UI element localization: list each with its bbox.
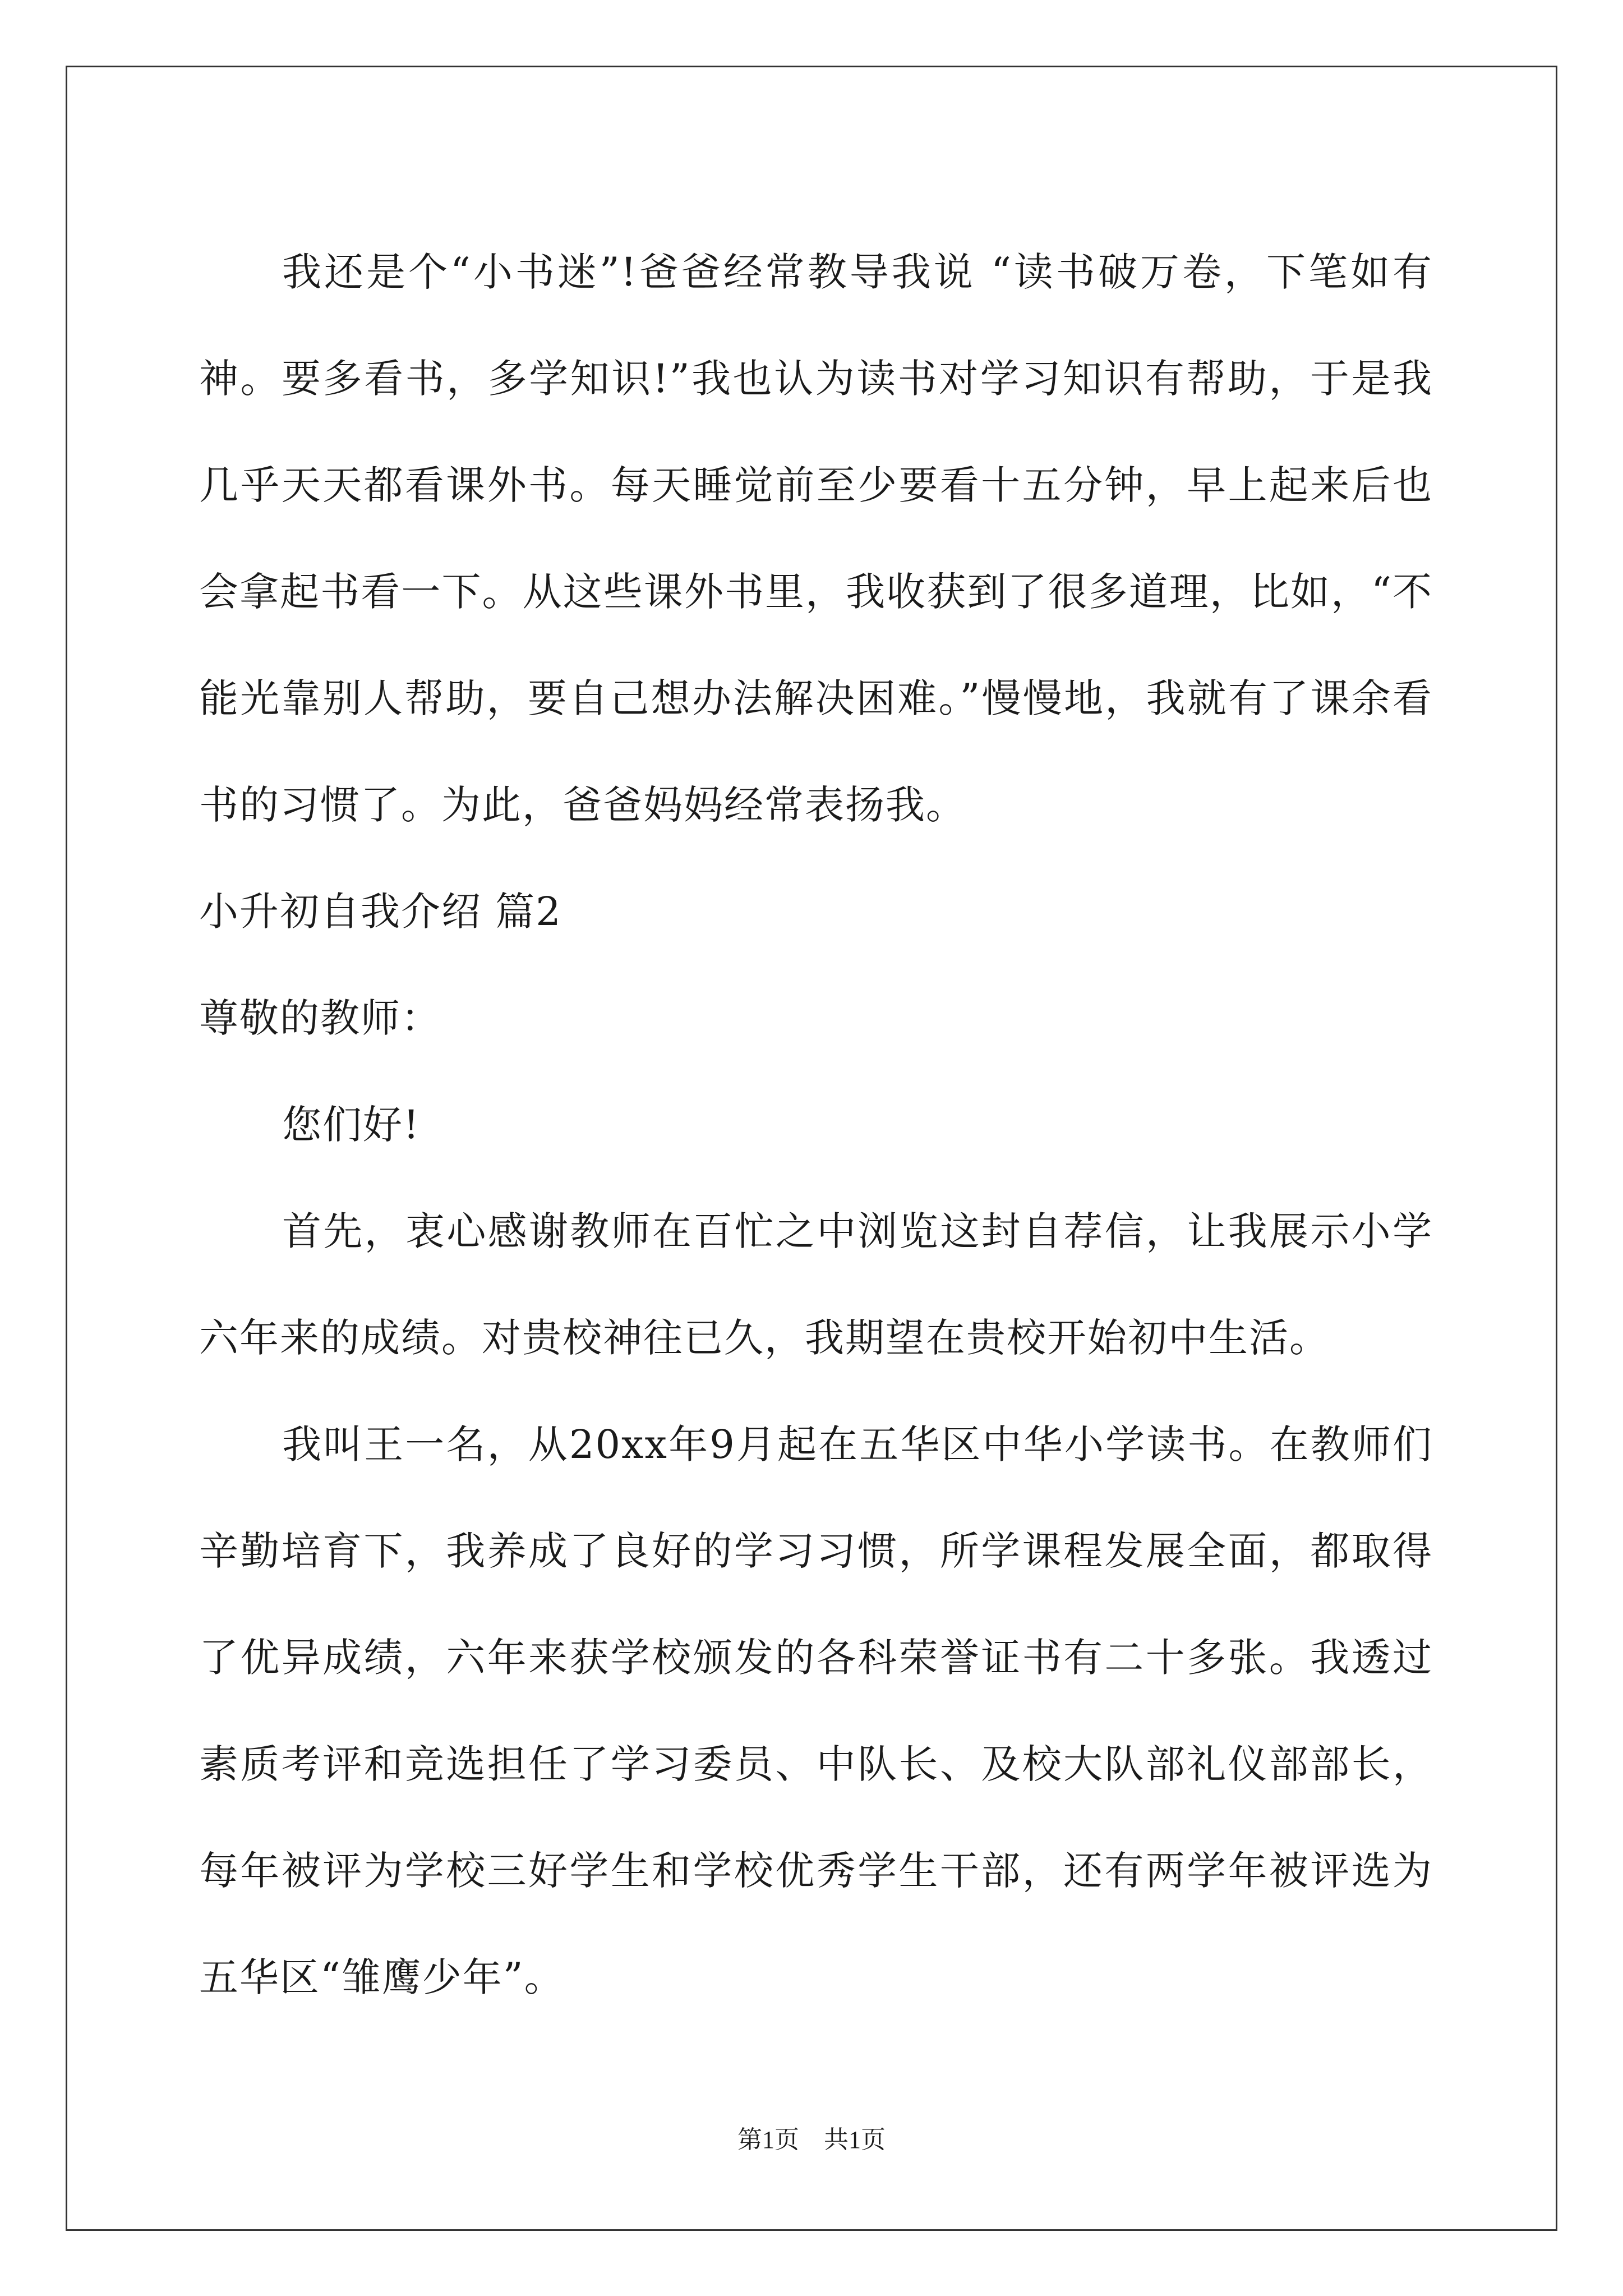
paragraph-achievements: 我叫王一名，从20xx年9月起在五华区中华小学读书。在教师们辛勤培育下，我养成了良好的学习习惯，所学课程发展全面，都取得了优异成绩，六年来获学校颁发的各科荣誉证书有二十多张。我透过素质考评和竞选担任了学习委员、中队长、及校大队部礼仪部部长，每年被评为学校三好学生和学校优秀学生干部，还有两学年被评选为五华区“雏鹰少年”。 — [199, 1421, 1433, 2000]
greeting: 您们好! — [282, 1102, 421, 1148]
paragraph-reading-habit: 我还是个“小书迷”!爸爸经常教导我说 “读书破万卷，下笔如有神。要多看书，多学知识!”我也认为读书对学习知识有帮助，于是我几乎天天都看课外书。每天睡觉前至少要看十五分钟，早上起来后也会拿起书看一下。从这些课外书里，我收获到了很多道理，比如，“不能光靠别人帮助，要自己想办法解决困难。”慢慢地，我就有了课余看书的习惯了。为此，爸爸妈妈经常表扬我。 — [199, 249, 1433, 828]
paragraph-thanks: 首先，衷心感谢教师在百忙之中浏览这封自荐信，让我展示小学六年来的成绩。对贵校神往已久，我期望在贵校开始初中生活。 — [199, 1208, 1433, 1361]
section-heading: 小升初自我介绍 篇2 — [199, 889, 562, 935]
document-body — [199, 219, 1433, 2031]
salutation: 尊敬的教师： — [199, 995, 441, 1041]
page-number-footer: 第1页 共1页 — [737, 2126, 886, 2154]
